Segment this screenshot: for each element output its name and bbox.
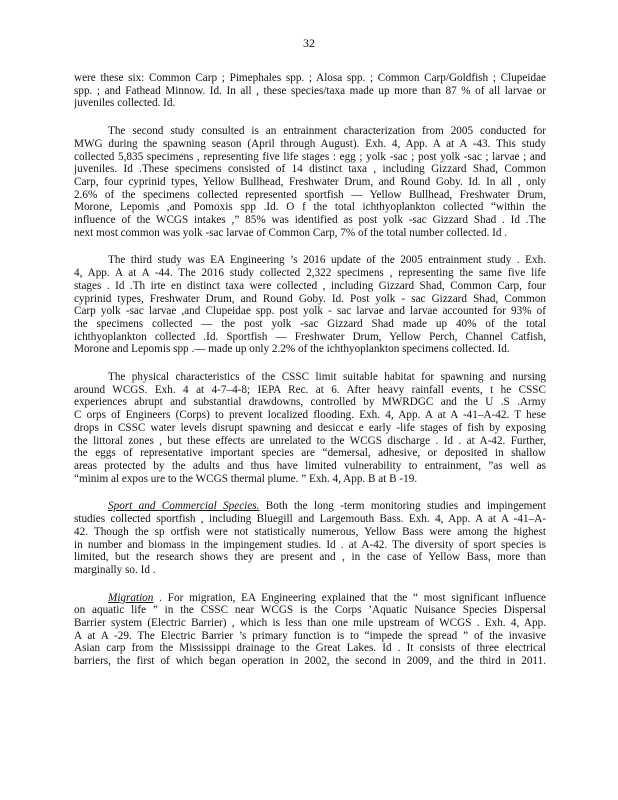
text-line: the eggs of representative important species are “demersal, adhesive, or deposited in shallow <box>74 447 546 460</box>
text-line: experiences abrupt and substantial drawdowns, controlled by MWRDGC and the U .S .Army <box>74 396 546 409</box>
text-line: areas protected by the adults and thus have limited vulnerability to entrainment, ”as well as <box>74 459 546 472</box>
text-line: Barrier system (Electric Barrier) , which is less than one mile upstream of WCGS . Exh. 4, App. <box>74 617 546 630</box>
text-line: next most common was yolk -sac larvae of Common Carp, 7% of the total number collected. Id . <box>74 226 508 239</box>
text-line: were these six: Common Carp ; Pimephales spp. ; Alosa spp. ; Common Carp/Goldfish ; Clupeidae <box>74 72 546 84</box>
text-line-content: . For migration, EA Engineering explained that the “ most significant influence <box>153 591 546 604</box>
text-line: barriers, the first of which began operation in 2002, the second in 2009, and the third in 2011. <box>74 655 546 668</box>
text-line: juveniles. Id .These specimens consisted of 14 distinct taxa , including Gizzard Shad, Common <box>74 163 546 176</box>
text-line: in number and biomass in the impingement studies. Id . at A-42. The diversity of sport species is <box>74 538 546 551</box>
text-line: spp. ; and Fathead Minnow. Id. In all , these species/taxa made up more than 87 % of all larvae or <box>74 84 546 97</box>
text-line: drops in CSSC water levels disrupt spawning and desiccat e early -life stages of fish by exposing <box>74 421 546 434</box>
text-line: around WCGS. Exh. 4 at 4-7–4-8; IEPA Rec. at 6. After heavy rainfall events, t he CSSC <box>74 383 546 396</box>
text-line <box>74 371 546 384</box>
paragraph-migration <box>74 592 546 668</box>
text-line <box>74 592 546 605</box>
text-line: 4, App. A at A -44. The 2016 study collected 2,322 specimens , representing the same five life <box>74 267 546 280</box>
body-text <box>74 72 546 683</box>
text-line: Morone and Lepomis spp .— made up only 2.2% of the ichthyoplankton specimens collected. Id. <box>74 343 510 356</box>
section-heading-sport-commercial: Sport and Commercial Species. <box>108 500 260 513</box>
page-number: 32 <box>303 36 315 50</box>
paragraph-physical-characteristics <box>74 371 546 485</box>
text-line-content: The physical characteristics of the CSSC limit suitable habitat for spawning and nursing <box>108 371 546 384</box>
text-line: C orps of Engineers (Corps) to prevent localized flooding. Exh. 4, App. A at A -41–A-42. T hese <box>74 409 546 422</box>
text-line: ichthyoplankton collected .Id. Sportfish — Freshwater Drum, Yellow Perch, Channel Catfish, <box>74 330 546 343</box>
text-line <box>74 254 546 267</box>
paragraph-third-study <box>74 254 546 356</box>
text-line-content: The second study consulted is an entrainment characterization from 2005 conducted for <box>108 125 546 138</box>
text-line: marginally so. Id . <box>74 563 156 576</box>
section-heading-migration: Migration <box>108 591 154 604</box>
text-line: cyprinid types, Freshwater Drum, and Round Goby. Id. Post yolk - sac Gizzard Shad, Common <box>74 292 546 305</box>
text-line: stages . Id .Th irte en distinct taxa were collected , including Gizzard Shad, Common Carp, four <box>74 279 546 292</box>
text-line-content: The third study was EA Engineering ’s 2016 update of the 2005 entrainment study . Exh. <box>108 254 546 267</box>
text-line: the littoral zones , but these effects are unrelated to the WCGS discharge . Id . at A-42. Further, <box>74 434 546 447</box>
paragraph-species-list-end <box>74 72 546 110</box>
text-line: influence of the WCGS intakes ,” 85% was identified as post yolk -sac Gizzard Shad . Id .The <box>74 214 546 227</box>
text-line: Morone, Lepomis ,and Pomoxis spp .Id. O f the total ichthyoplankton collected “within the <box>74 201 546 214</box>
text-line: Carp, four cyprinid types, Yellow Bullhead, Freshwater Drum, and Round Goby. Id. In all , only <box>74 175 546 188</box>
text-line: “minim al expos ure to the WCGS thermal plume. ” Exh. 4, App. B at B -19. <box>74 472 418 485</box>
text-line: Asian carp from the Mississippi drainage to the Great Lakes. Id . It consists of three electrical <box>74 642 546 655</box>
text-line: A at A -29. The Electric Barrier ’s primary function is to “impede the spread ” of the invasive <box>74 629 546 642</box>
text-line: Carp yolk -sac larvae ,and Clupeidae spp. post yolk - sac larvae and larvae accounted for 93% of <box>74 305 546 318</box>
text-line: limited, but the research shows they are present and , in the case of Yellow Bass, more than <box>74 551 546 564</box>
text-line: on aquatic life ” in the CSSC near WCGS is the Corps ’Aquatic Nuisance Species Dispersal <box>74 604 546 617</box>
text-line: MWG during the spawning season (April through August). Exh. 4, App. A at A -43. This study <box>74 137 546 150</box>
paragraph-second-study <box>74 125 546 239</box>
text-line <box>74 500 546 513</box>
text-line: the specimens collected — the post yolk -sac Gizzard Shad made up 40% of the total <box>74 317 546 330</box>
text-line: 2.6% of the specimens collected represented sportfish — Yellow Bullhead, Freshwater Drum, <box>74 188 546 201</box>
text-line: juveniles collected. Id. <box>74 97 176 110</box>
text-line <box>74 125 546 138</box>
text-line: studies collected sportfish , including Bluegill and Largemouth Bass. Exh. 4, App. A at A -41–A- <box>74 513 546 526</box>
text-line-content: Both the long -term monitoring studies and impingement <box>259 500 546 513</box>
text-line: collected 5,835 specimens , representing five life stages : egg ; yolk -sac ; post yolk -sac ; larvae ; and <box>74 150 546 163</box>
paragraph-sport-commercial <box>74 500 546 576</box>
text-line: 42. Though the sp ortfish were not statistically numerous, Yellow Bass were among the highest <box>74 525 546 538</box>
